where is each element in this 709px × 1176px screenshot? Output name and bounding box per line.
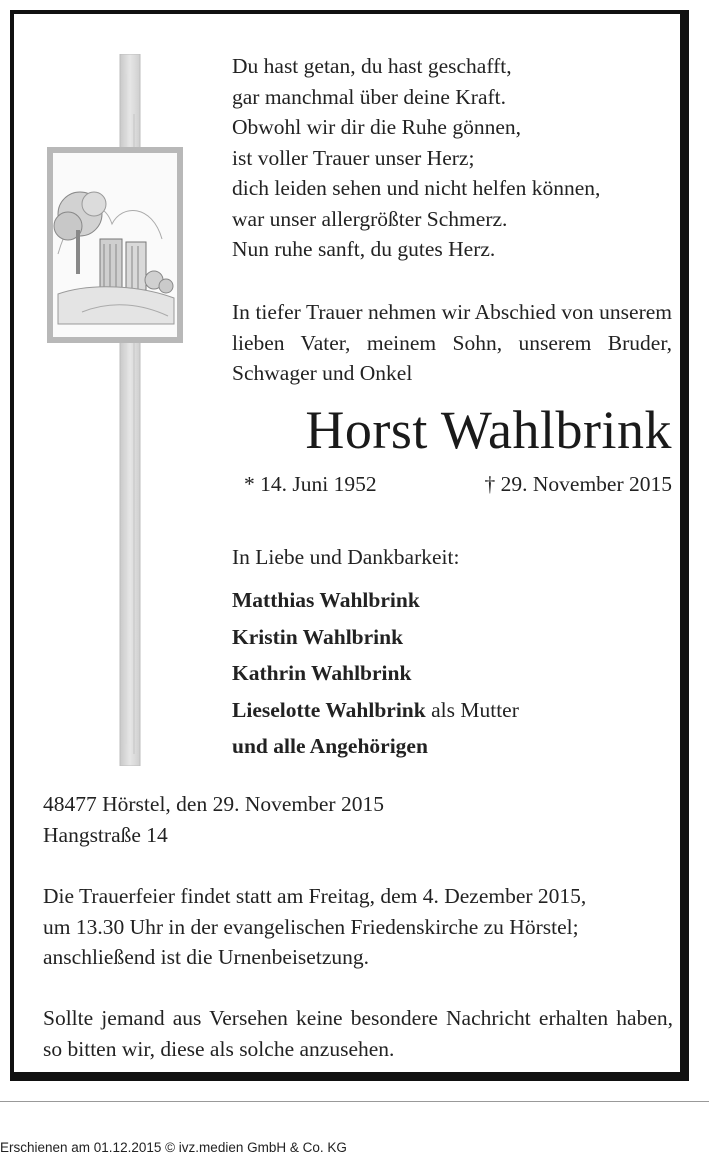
obituary-card (10, 10, 689, 1081)
poem-line: Nun ruhe sanft, du gutes Herz. (232, 237, 496, 261)
service-line: um 13.30 Uhr in der evangelischen Friedenskirche zu Hörstel; (43, 914, 579, 939)
mourner (232, 582, 519, 619)
mourner-name: Lieselotte Wahlbrink (232, 697, 426, 722)
poem-line: Du hast getan, du hast geschafft, (232, 54, 512, 78)
poem-line: ist voller Trauer unser Herz; (232, 145, 475, 170)
poem-line: Obwohl wir dir die Ruhe gönnen, (232, 115, 522, 139)
mourner (232, 619, 519, 656)
birth-date: * 14. Juni 1952 (244, 472, 377, 496)
mourner (232, 655, 519, 692)
mourner-name: Matthias Wahlbrink (232, 588, 420, 612)
service-line: Die Trauerfeier findet statt am Freitag, dem 4. Dezember 2015, (43, 884, 587, 908)
deceased-name: Horst Wahlbrink (305, 400, 672, 460)
mourner-name: Kathrin Wahlbrink (232, 661, 412, 685)
footer-divider (0, 1101, 709, 1102)
poem-line: war unser allergrößter Schmerz. (232, 206, 508, 231)
mourner-name: Kristin Wahlbrink (232, 624, 404, 649)
service-line: anschließend ist die Urnenbeisetzung. (43, 945, 369, 969)
intro-text: In tiefer Trauer nehmen wir Abschied von unserem lieben Vater, meinem Sohn, unserem Bruder, Schwager und Onkel (232, 300, 672, 385)
mourners-list (232, 582, 519, 765)
closing-note: Sollte jemand aus Versehen keine besondere Nachricht erhalten haben, so bitten wir, diese als solche anzusehen. (43, 1006, 673, 1061)
place-and-address (43, 789, 384, 850)
publication-footer: Erschienen am 01.12.2015 © ivz.medien GmbH & Co. KG (0, 1140, 347, 1155)
cross-illustration (42, 54, 212, 766)
poem-line: dich leiden sehen und nicht helfen können, (232, 176, 601, 200)
place-date: 48477 Hörstel, den 29. November 2015 (43, 792, 384, 816)
mourner-name: und alle Angehörigen (232, 734, 428, 758)
mourner-suffix: als Mutter (425, 697, 519, 722)
poem-line: gar manchmal über deine Kraft. (232, 84, 506, 109)
mourner (232, 692, 519, 729)
address: Hangstraße 14 (43, 822, 168, 847)
dankbarkeit-line: In Liebe und Dankbarkeit: (232, 545, 460, 569)
death-date: † 29. November 2015 (484, 472, 672, 496)
mourner (232, 728, 519, 765)
service-info (43, 881, 673, 973)
poem (232, 51, 682, 265)
